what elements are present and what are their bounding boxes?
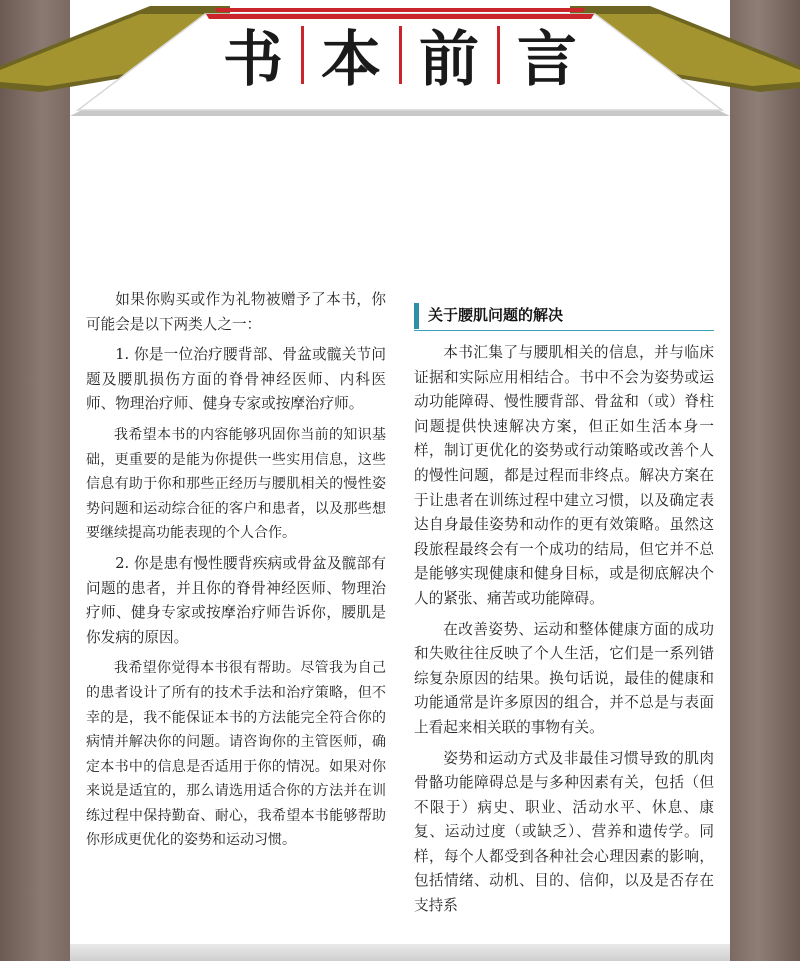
background-right	[730, 0, 800, 961]
paragraph: 2. 你是患有慢性腰背疾病或骨盆及髋部有问题的患者，并且你的脊骨神经医师、物理治疗师、健身专家或按摩治疗师告诉你，腰肌是你发病的原因。	[86, 554, 386, 646]
paragraph: 1. 你是一位治疗腰背部、骨盆或髋关节问题及腰肌损伤方面的脊骨神经医师、内科医师、物理治疗师、健身专家或按摩治疗师。	[86, 346, 386, 413]
title-separator	[301, 26, 304, 84]
title-char-4: 言	[517, 25, 577, 95]
title-char-2: 本	[321, 25, 381, 95]
section-title: 关于腰肌问题的解决	[428, 306, 564, 324]
title-separator	[497, 26, 500, 84]
page-title	[216, 14, 584, 96]
title-char-3: 前	[419, 25, 479, 95]
paragraph: 姿势和运动方式及非最佳习惯导致的肌肉骨骼功能障碍总是与多种因素有关，包括（但不限于）病史、职业、活动水平、休息、康复、运动过度（或缺乏）、营养和遗传学。同样，每个人都受到各种社会心理因素的影响，包括情绪、动机、目的、信仰，以及是否存在支持系	[414, 749, 714, 915]
background-left	[0, 0, 70, 961]
paragraph: 本书汇集了与腰肌相关的信息，并与临床证据和实际应用相结合。书中不会为姿势或运动功能障碍、慢性腰背部、骨盆和（或）脊柱问题提供快速解决方案，但正如生活本身一样，制订更优化的姿势或行动策略或改善个人的慢性问题，都是过程而非终点。解决方案在于让患者在训练过程中建立习惯，以及确定表达自身最佳姿势和动作的更有效策略。虽然这段旅程最终会有一个成功的结局，但它并不总是能够实现健康和健身目标，或是彻底解决个人的紧张、痛苦或功能障碍。	[414, 344, 714, 607]
title-separator	[399, 26, 402, 84]
paragraph: 如果你购买或作为礼物被赠予了本书，你可能会是以下两类人之一：	[86, 291, 386, 333]
left-column	[86, 288, 386, 859]
section-heading	[414, 300, 714, 331]
paragraph: 在改善姿势、运动和整体健康方面的成功和失败往往反映了个人生活，它们是一系列错综复杂原因的结果。换句话说，最佳的健康和功能通常是许多原因的组合，并不总是与表面上看起来相关联的事物有关。	[414, 620, 714, 736]
right-column	[414, 300, 714, 925]
page-bottom-edge	[70, 944, 730, 961]
title-banner	[0, 0, 800, 118]
section-marker	[414, 303, 419, 329]
paragraph: 我希望本书的内容能够巩固你当前的知识基础，更重要的是能为你提供一些实用信息，这些信息有助于你和那些正经历与腰肌相关的慢性姿势问题和运动综合征的客户和患者，以及那些想要继续提高功能表现的个人合作。	[86, 426, 386, 542]
paragraph: 我希望你觉得本书很有帮助。尽管我为自己的患者设计了所有的技术手法和治疗策略，但不幸的是，我不能保证本书的方法能完全符合你的病情并解决你的问题。请咨询你的主管医师，确定本书中的信息是否适用于你的情况。如果对你来说是适宜的，那么请选用适合你的方法并在训练过程中保持勤奋、耐心，我希望本书能够帮助你形成更优化的姿势和运动习惯。	[86, 660, 386, 849]
title-char-1: 书	[223, 25, 283, 95]
